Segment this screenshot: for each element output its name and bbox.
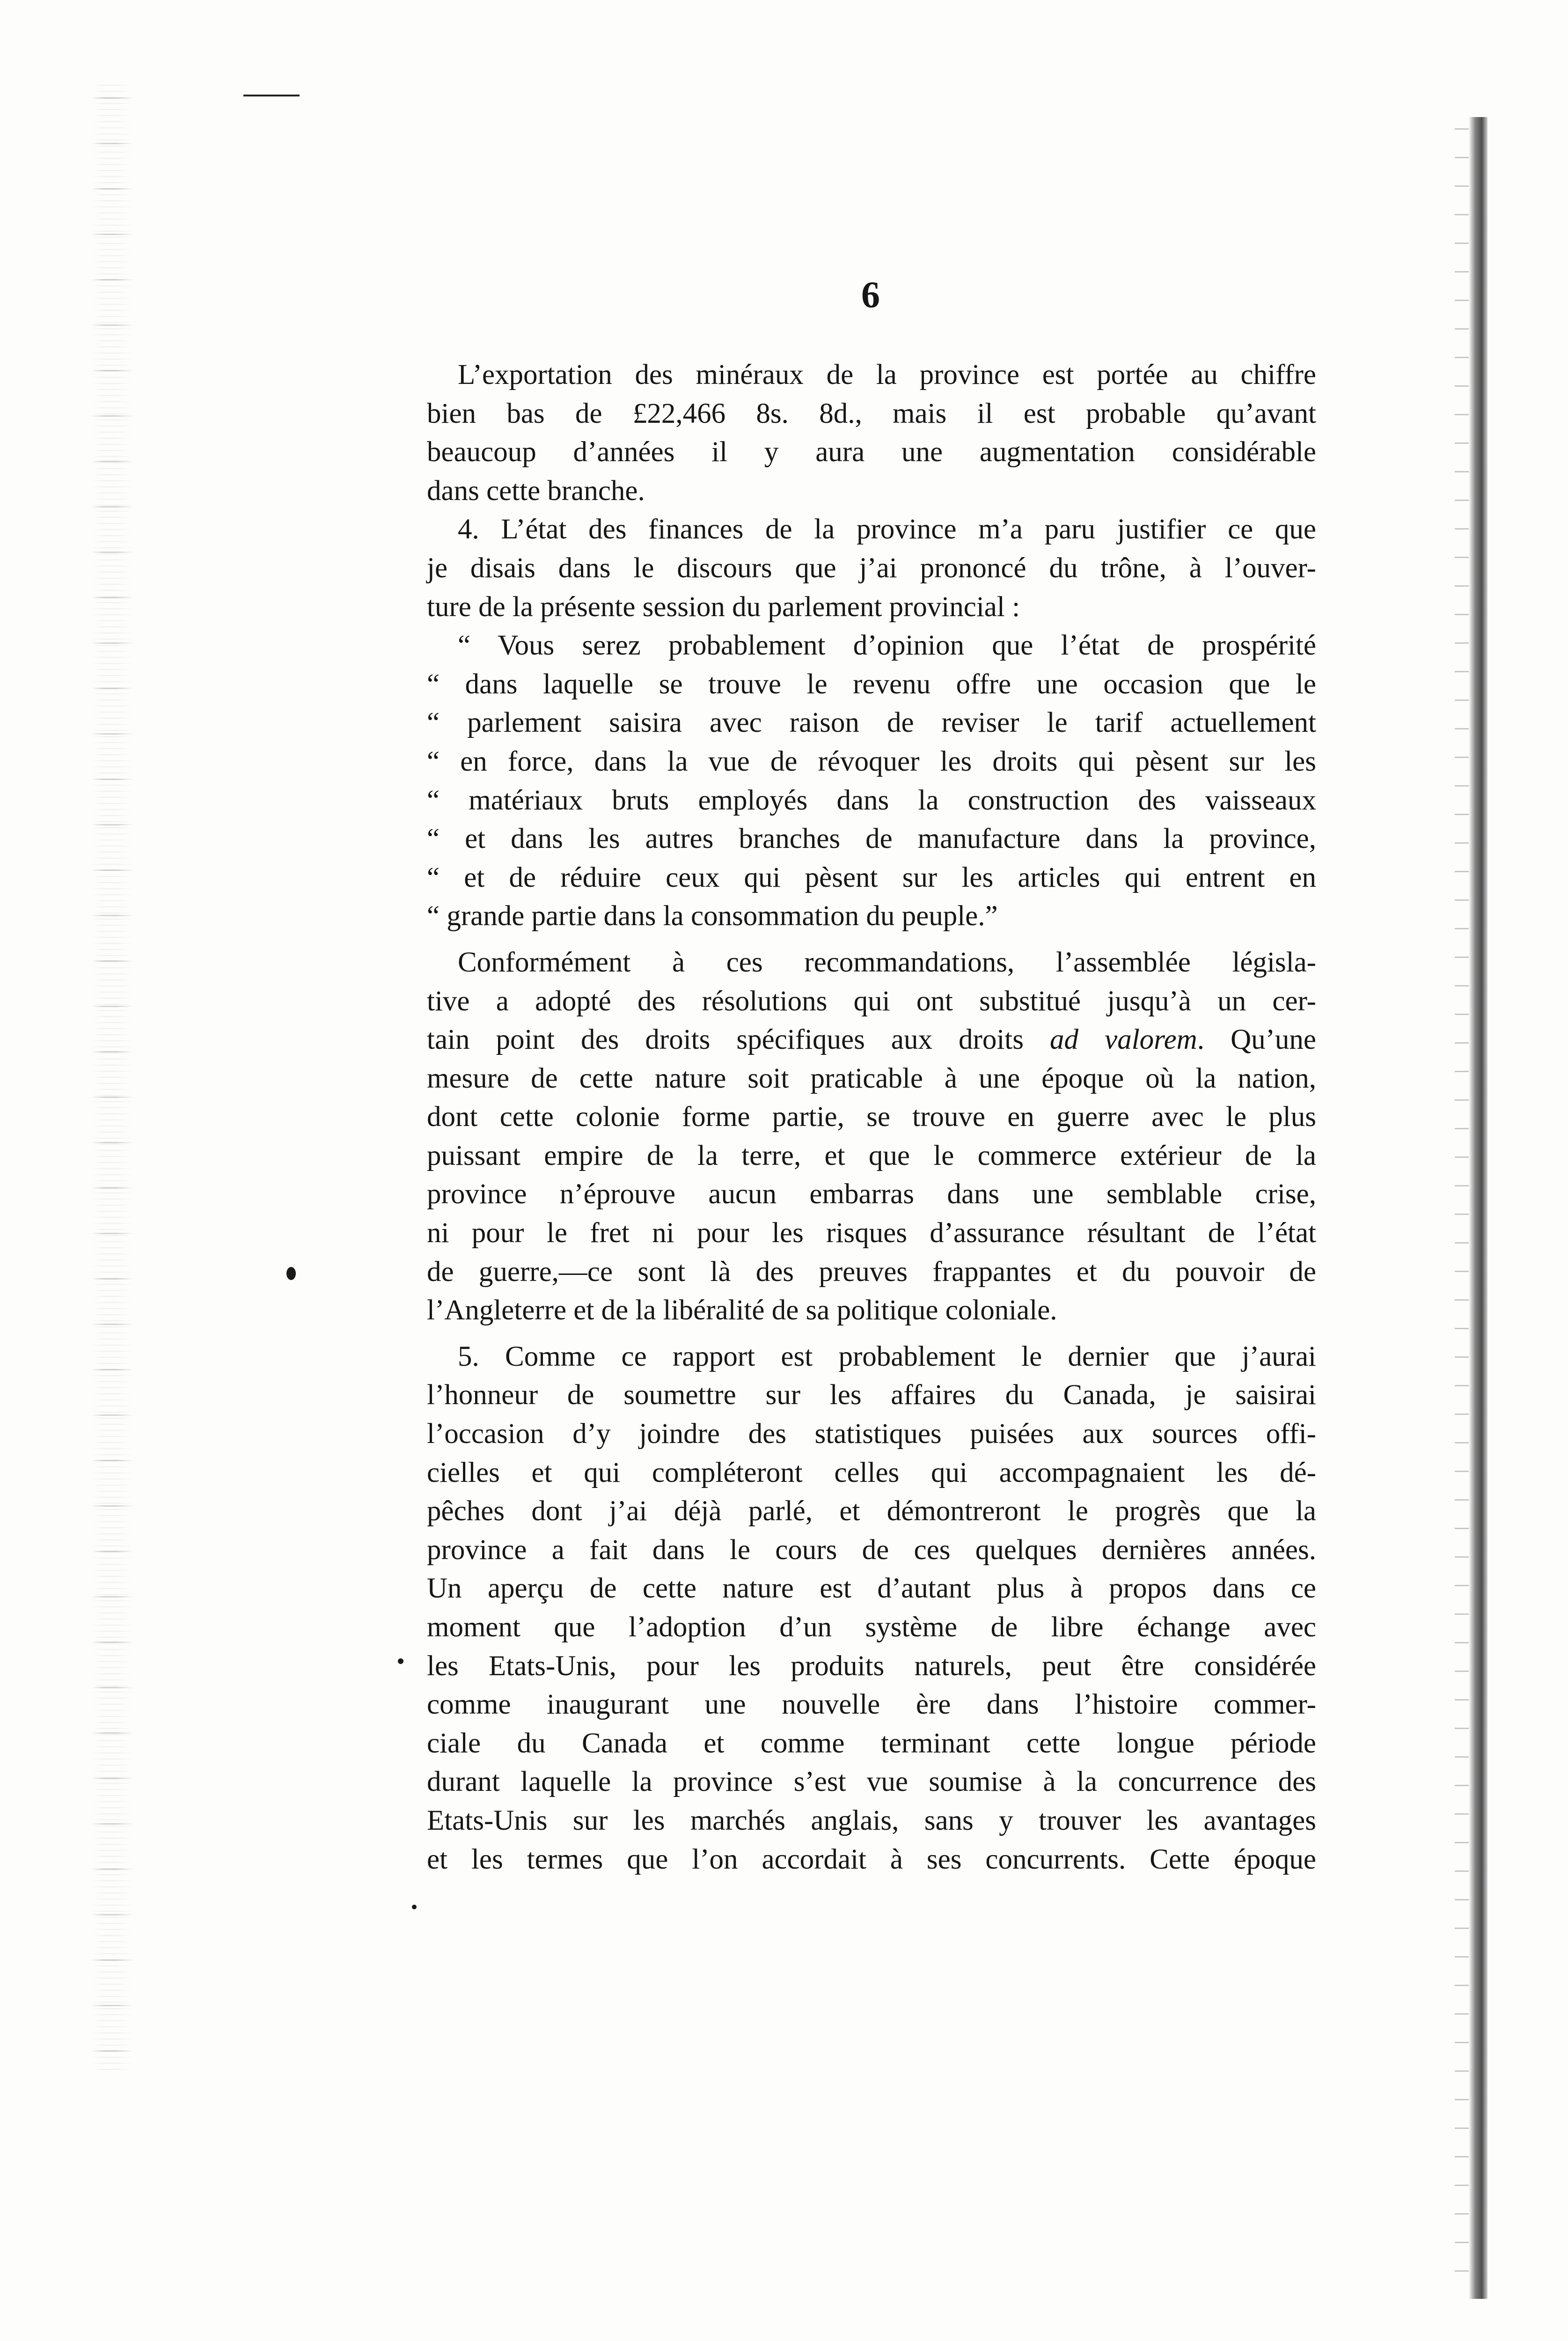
scan-mark — [243, 95, 300, 96]
text-line: mesure de cette nature soit praticable à une époque où la nation, — [427, 1062, 1316, 1094]
text-line: 5. Comme ce rapport est probablement le dernier que j’aurai — [458, 1340, 1316, 1372]
text-line: province a fait dans le cours de ces quelques dernières années. — [427, 1534, 1316, 1566]
text-line: moment que l’adoption d’un système de libre échange avec — [427, 1612, 1316, 1643]
scan-edge-left — [91, 80, 133, 2074]
text-line: “ dans laquelle se trouve le revenu offre une occasion que le — [427, 668, 1316, 700]
ink-speck — [412, 1905, 417, 1909]
text-line: je disais dans le discours que j’ai prononcé du trône, à l’ouver- — [427, 552, 1316, 584]
text-line: les Etats-Unis, pour les produits naturels, peut être considérée — [427, 1650, 1316, 1682]
text-line: comme inaugurant une nouvelle ère dans l’histoire commer- — [427, 1689, 1316, 1721]
text-line: Etats-Unis sur les marchés anglais, sans y trouver les avantages — [427, 1804, 1316, 1836]
text-line: l’Angleterre et de la libéralité de sa politique coloniale. — [427, 1295, 1057, 1326]
body-text — [427, 356, 1316, 1879]
text-line: l’honneur de soumettre sur les affaires du Canada, je saisirai — [427, 1379, 1316, 1411]
text-line: “ grande partie dans la consommation du peuple.” — [427, 900, 998, 932]
text-line: L’exportation des minéraux de la province est portée au chiffre — [458, 359, 1316, 390]
text-line: Un aperçu de cette nature est d’autant plus à propos dans ce — [427, 1573, 1316, 1605]
text-line: beaucoup d’années il y aura une augmentation considérable — [427, 436, 1316, 468]
paragraph — [427, 1338, 1316, 1879]
paragraph — [427, 510, 1316, 626]
text-line: ture de la présente session du parlement provincial : — [427, 591, 1020, 623]
text-line: l’occasion d’y joindre des statistiques puisées aux sources offi- — [427, 1418, 1316, 1450]
text-line: tain point des droits spécifiques aux droits ad valorem. Qu’une — [427, 1024, 1317, 1056]
text-line: ni pour le fret ni pour les risques d’assurance résultant de l’état — [427, 1217, 1316, 1249]
text-line: Conformément à ces recommandations, l’assemblée législa- — [458, 946, 1316, 978]
text-line: “ et dans les autres branches de manufacture dans la province, — [427, 823, 1316, 855]
scan-edge-right — [1469, 117, 1487, 2299]
text-line: tive a adopté des résolutions qui ont substitué jusqu’à un cer- — [427, 985, 1316, 1017]
text-line: 4. L’état des finances de la province m’a paru justifier ce que — [458, 514, 1316, 545]
text-line: de guerre,—ce sont là des preuves frappantes et du pouvoir de — [427, 1256, 1316, 1288]
text-line: pêches dont j’ai déjà parlé, et démontreront le progrès que la — [427, 1495, 1316, 1527]
text-line: et les termes que l’on accordait à ses concurrents. Cette époque — [427, 1843, 1316, 1875]
italic-term: ad valorem — [1050, 1024, 1197, 1056]
ink-speck — [286, 1267, 296, 1280]
text-line: ciale du Canada et comme terminant cette longue période — [427, 1727, 1316, 1759]
text-line: dont cette colonie forme partie, se trouve en guerre avec le plus — [427, 1101, 1316, 1133]
text-line: “ matériaux bruts employés dans la construction des vaisseaux — [427, 784, 1316, 816]
ink-speck — [398, 1658, 403, 1664]
quotation — [427, 626, 1316, 936]
text-line: dans cette branche. — [427, 475, 645, 507]
text-line: cielles et qui compléteront celles qui accompagnaient les dé- — [427, 1457, 1316, 1488]
text-line: puissant empire de la terre, et que le commerce extérieur de la — [427, 1140, 1316, 1171]
paragraph — [427, 356, 1316, 510]
text-line: durant laquelle la province s’est vue soumise à la concurrence des — [427, 1766, 1316, 1798]
paragraph — [427, 943, 1316, 1330]
text-line: “ parlement saisira avec raison de reviser le tarif actuellement — [427, 707, 1316, 739]
text-line: bien bas de £22,466 8s. 8d., mais il est probable qu’avant — [427, 398, 1316, 429]
text-line: “ en force, dans la vue de révoquer les droits qui pèsent sur les — [427, 745, 1316, 777]
text-line: “ Vous serez probablement d’opinion que l’état de prospérité — [458, 630, 1316, 662]
page-number: 6 — [861, 274, 880, 316]
text-line: “ et de réduire ceux qui pèsent sur les articles qui entrent en — [427, 861, 1316, 893]
text-line: province n’éprouve aucun embarras dans une semblable crise, — [427, 1178, 1316, 1210]
scan-edge-right-inner — [1455, 117, 1469, 2299]
